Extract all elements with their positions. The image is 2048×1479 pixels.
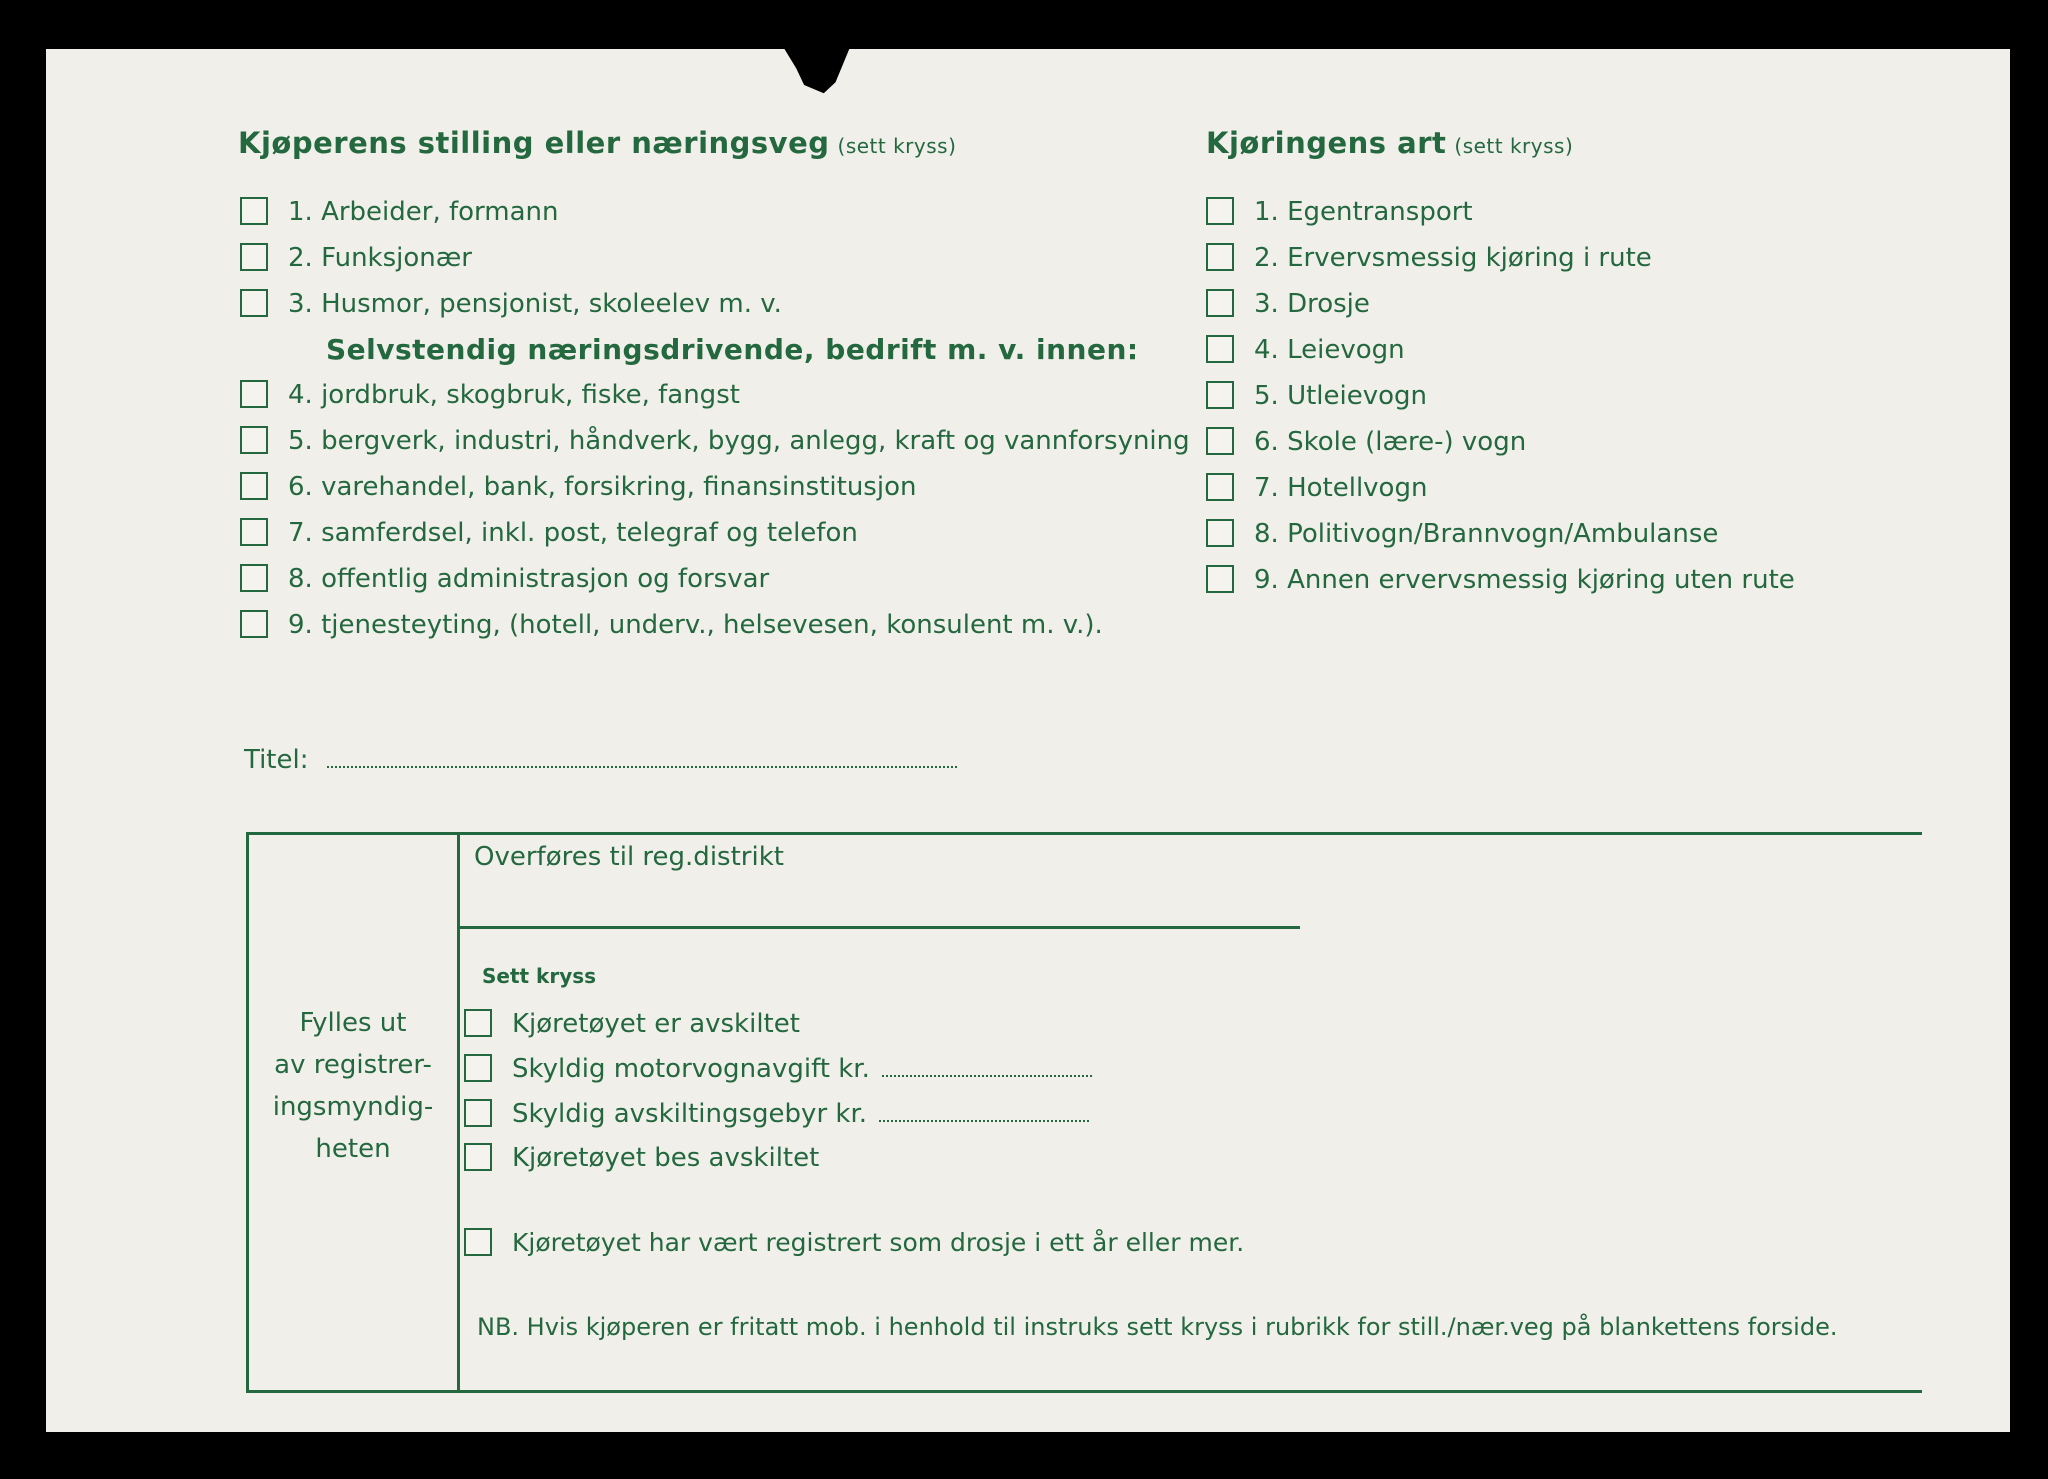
checkbox[interactable]	[464, 1228, 492, 1256]
driving-title-hint: (sett kryss)	[1454, 134, 1574, 158]
authority-box-bottom-border	[246, 1390, 1922, 1393]
motorvognavgift-amount-line[interactable]	[882, 1053, 1092, 1077]
avskiltingsgebyr-amount-line[interactable]	[879, 1098, 1089, 1122]
side-label-line-1: Fylles ut	[299, 1008, 407, 1038]
authority-box-divider	[457, 832, 460, 1393]
buyer-option-1[interactable]	[240, 197, 559, 227]
checkbox[interactable]	[1206, 473, 1234, 501]
check-label: Kjøretøyet har vært registrert som drosje i ett år eller mer.	[512, 1228, 1245, 1257]
driving-option-3[interactable]	[1206, 289, 1370, 319]
authority-side-label	[249, 1002, 457, 1170]
business-option-4[interactable]	[240, 380, 740, 410]
checkbox[interactable]	[1206, 243, 1234, 271]
option-label: 3. Drosje	[1254, 289, 1370, 319]
option-label: 2. Ervervsmessig kjøring i rute	[1254, 243, 1652, 273]
checkbox[interactable]	[1206, 381, 1234, 409]
business-option-8[interactable]	[240, 564, 769, 594]
option-label: 9. tjenesteyting, (hotell, underv., helsevesen, konsulent m. v.).	[288, 610, 1103, 640]
driving-option-8[interactable]	[1206, 519, 1718, 549]
check-label: Kjøretøyet bes avskiltet	[512, 1143, 820, 1173]
buyer-option-3[interactable]	[240, 289, 782, 319]
option-label: 8. offentlig administrasjon og forsvar	[288, 564, 770, 594]
checkbox[interactable]	[1206, 289, 1234, 317]
transfer-field-line[interactable]	[460, 926, 1300, 929]
title-field-line[interactable]	[327, 744, 957, 768]
side-label-line-4: heten	[315, 1134, 391, 1164]
check-label: Skyldig motorvognavgift kr.	[512, 1054, 870, 1084]
check-motorvognavgift[interactable]	[464, 1053, 1092, 1084]
option-label: 7. Hotellvogn	[1254, 473, 1428, 503]
option-label: 1. Egentransport	[1254, 197, 1473, 227]
option-label: 6. Skole (lære-) vogn	[1254, 427, 1527, 457]
side-label-line-3: ingsmyndig-	[272, 1092, 434, 1122]
transfer-label: Overføres til reg.distrikt	[474, 842, 784, 872]
checkbox[interactable]	[1206, 519, 1234, 547]
checkbox[interactable]	[240, 426, 268, 454]
option-label: 5. Utleievogn	[1254, 381, 1428, 411]
option-label: 4. jordbruk, skogbruk, fiske, fangst	[288, 380, 740, 410]
business-option-5[interactable]	[240, 426, 1190, 456]
title-field[interactable]	[244, 744, 957, 775]
driving-option-9[interactable]	[1206, 565, 1795, 595]
driving-option-2[interactable]	[1206, 243, 1652, 273]
checkbox[interactable]	[240, 289, 268, 317]
check-avskiltingsgebyr[interactable]	[464, 1098, 1089, 1129]
check-label: Skyldig avskiltingsgebyr kr.	[512, 1099, 868, 1129]
check-label: Kjøretøyet er avskiltet	[512, 1009, 800, 1039]
nb-note: NB. Hvis kjøperen er fritatt mob. i henhold til instruks sett kryss i rubrikk for still./nær.veg på blankettens forside.	[477, 1313, 1838, 1341]
checkbox[interactable]	[464, 1099, 492, 1127]
checkbox[interactable]	[1206, 427, 1234, 455]
check-hint: Sett kryss	[482, 964, 597, 988]
option-label: 7. samferdsel, inkl. post, telegraf og telefon	[288, 518, 858, 548]
check-bes-avskiltet[interactable]	[464, 1143, 819, 1173]
buyer-section-title	[238, 126, 956, 160]
option-label: 6. varehandel, bank, forsikring, finansinstitusjon	[288, 472, 917, 502]
driving-title-text: Kjøringens art	[1206, 126, 1447, 160]
checkbox[interactable]	[240, 197, 268, 225]
option-label: 4. Leievogn	[1254, 335, 1405, 365]
driving-option-4[interactable]	[1206, 335, 1405, 365]
checkbox[interactable]	[464, 1009, 492, 1037]
checkbox[interactable]	[1206, 335, 1234, 363]
option-label: 9. Annen ervervsmessig kjøring uten rute	[1254, 565, 1795, 595]
driving-section-title	[1206, 126, 1573, 160]
checkbox[interactable]	[464, 1143, 492, 1171]
driving-option-5[interactable]	[1206, 381, 1427, 411]
option-label: 8. Politivogn/Brannvogn/Ambulanse	[1254, 519, 1719, 549]
check-avskiltet[interactable]	[464, 1009, 800, 1039]
checkbox[interactable]	[464, 1054, 492, 1082]
checkbox[interactable]	[240, 518, 268, 546]
side-label-line-2: av registrer-	[274, 1050, 432, 1080]
checkbox[interactable]	[1206, 565, 1234, 593]
authority-box-top-border	[246, 832, 1922, 835]
checkbox[interactable]	[240, 243, 268, 271]
checkbox[interactable]	[1206, 197, 1234, 225]
business-subheading: Selvstendig næringsdrivende, bedrift m. v. innen:	[326, 333, 1139, 366]
checkbox[interactable]	[240, 380, 268, 408]
checkbox[interactable]	[240, 610, 268, 638]
business-option-6[interactable]	[240, 472, 916, 502]
check-drosje[interactable]	[464, 1228, 1244, 1258]
buyer-title-hint: (sett kryss)	[837, 134, 957, 158]
option-label: 2. Funksjonær	[288, 243, 472, 273]
driving-option-6[interactable]	[1206, 427, 1526, 457]
driving-option-7[interactable]	[1206, 473, 1427, 503]
option-label: 5. bergverk, industri, håndverk, bygg, anlegg, kraft og vannforsyning	[288, 426, 1190, 456]
option-label: 3. Husmor, pensjonist, skoleelev m. v.	[288, 289, 782, 319]
buyer-title-text: Kjøperens stilling eller næringsveg	[238, 126, 830, 160]
checkbox[interactable]	[240, 564, 268, 592]
title-field-label: Titel:	[244, 745, 309, 775]
business-option-9[interactable]	[240, 610, 1103, 640]
checkbox[interactable]	[240, 472, 268, 500]
option-label: 1. Arbeider, formann	[288, 197, 559, 227]
buyer-option-2[interactable]	[240, 243, 472, 273]
driving-option-1[interactable]	[1206, 197, 1473, 227]
business-option-7[interactable]	[240, 518, 858, 548]
